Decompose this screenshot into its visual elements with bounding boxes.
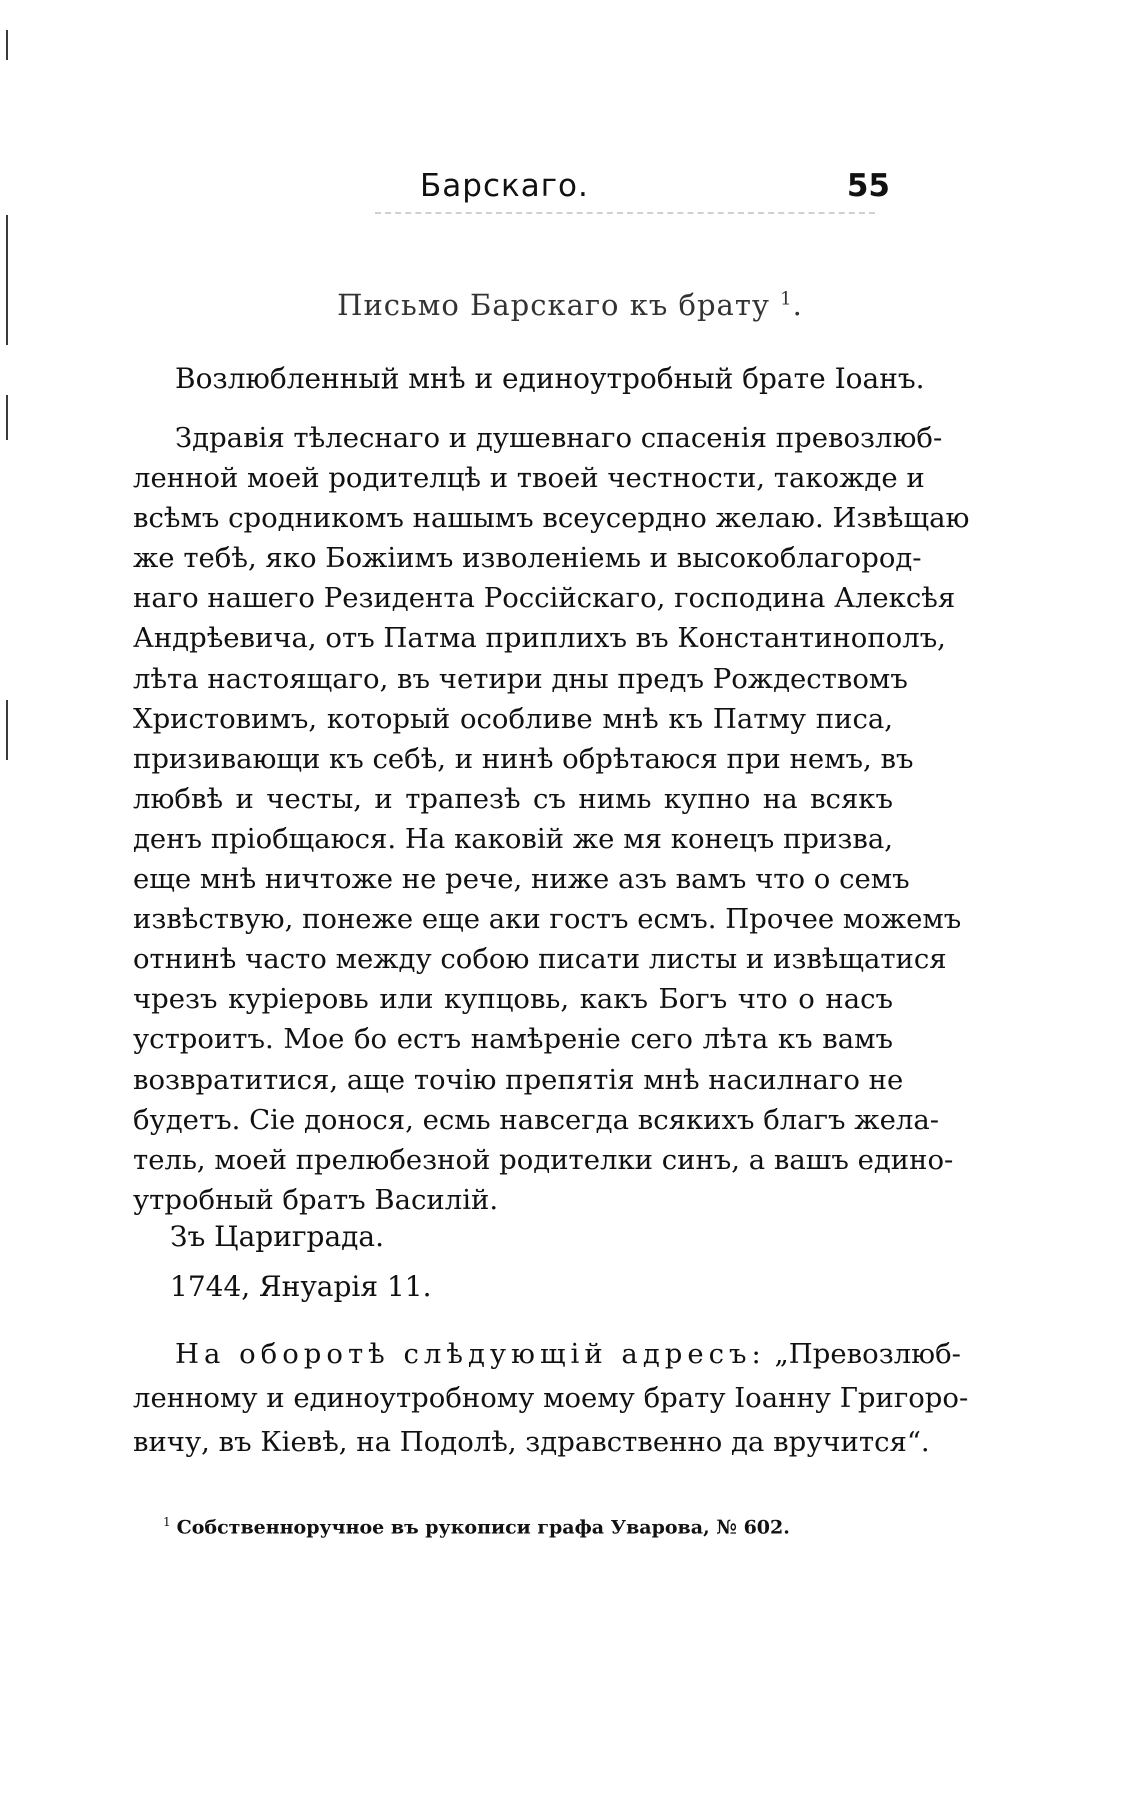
letter-place: Зъ Цариграда. xyxy=(170,1220,384,1253)
scan-edge-mark xyxy=(6,215,8,345)
body-line: Андрѣевича, отъ Патма приплихъ въ Константинополъ, xyxy=(133,622,946,655)
body-line: всѣмъ сродникомъ нашымъ всеусердно желаю. Извѣщаю xyxy=(133,502,970,535)
salutation: Возлюбленный мнѣ и единоутробный брате Іоанъ. xyxy=(175,362,925,395)
body-line: утробный братъ Василій. xyxy=(133,1183,499,1216)
body-line: устроитъ. Мое бо естъ намѣреніе сего лѣта къ вамъ xyxy=(133,1023,893,1056)
page-header xyxy=(420,168,890,218)
address-line: вичу, въ Кіевѣ, на Подолѣ, здравственно да вручится“. xyxy=(133,1426,930,1458)
address-line xyxy=(133,1332,961,1376)
address-block xyxy=(133,1332,969,1464)
body-line: любвѣ и честы, и трапезѣ съ нимь купно на всякъ xyxy=(133,782,893,815)
footnote-marker: 1 xyxy=(163,1515,171,1529)
footnote xyxy=(163,1515,863,1538)
running-title: Барскаго. xyxy=(420,168,589,204)
scan-edge-mark xyxy=(6,30,8,60)
letter-title: Письмо Барскаго къ брату $^1$. xyxy=(337,288,803,322)
address-label: На оборотѣ слѣдующій адресъ: xyxy=(175,1338,766,1370)
address-text: „Превозлюб- xyxy=(774,1338,961,1370)
body-line: чрезъ куріеровь или купцовь, какъ Богъ что о насъ xyxy=(133,983,893,1016)
scan-edge-mark xyxy=(6,700,8,760)
body-line: Здравія тѣлеснаго и душевнаго спасенія превозлюб- xyxy=(175,422,943,454)
body-line: еще мнѣ ничтоже не рече, ниже азъ вамъ что о семъ xyxy=(133,863,910,896)
address-line: ленному и единоутробному моему брату Іоанну Григоро- xyxy=(133,1382,969,1414)
body-line: Христовимъ, который особливе мнѣ къ Патму писа, xyxy=(133,702,893,735)
body-line: же тебѣ, яко Божіимъ изволеніемь и высокоблагород- xyxy=(133,542,922,575)
body-line: наго нашего Резидента Россійскаго, господина Алексѣя xyxy=(133,582,956,615)
letter-title-text: Письмо Барскаго къ брату xyxy=(337,288,770,322)
body-line: возвратитися, аще точію препятія мнѣ насилнаго не xyxy=(133,1063,904,1096)
body-line: отнинѣ часто между собою писати листы и извѣщатися xyxy=(133,943,947,976)
body-line: ленной моей родителцѣ и твоей честности, такожде и xyxy=(133,462,925,495)
body-line: денъ пріобщаюся. На каковій же мя конецъ призва, xyxy=(133,822,893,855)
body-line: призивающи къ себѣ, и нинѣ обрѣтаюся при немъ, въ xyxy=(133,742,914,775)
letter-date: 1744, Януарія 11. xyxy=(170,1270,432,1303)
body-line: будетъ. Сіе донося, есмь навсегда всякихъ благъ жела- xyxy=(133,1103,940,1136)
header-rule xyxy=(375,212,875,214)
footnote-text: Собственноручное въ рукописи графа Уварова, № 602. xyxy=(176,1516,790,1539)
page-number: 55 xyxy=(846,168,890,204)
body-line: тель, моей прелюбезной родителки синъ, а вашъ едино- xyxy=(133,1143,954,1176)
footnote-reference: 1 xyxy=(780,288,793,310)
body-line: лѣта настоящаго, въ четири дны предъ Рождествомъ xyxy=(133,662,908,695)
scan-edge-mark xyxy=(6,395,8,440)
letter-body xyxy=(133,418,970,1220)
body-line: извѣствую, понеже еще аки гостъ есмъ. Прочее можемъ xyxy=(133,903,962,936)
